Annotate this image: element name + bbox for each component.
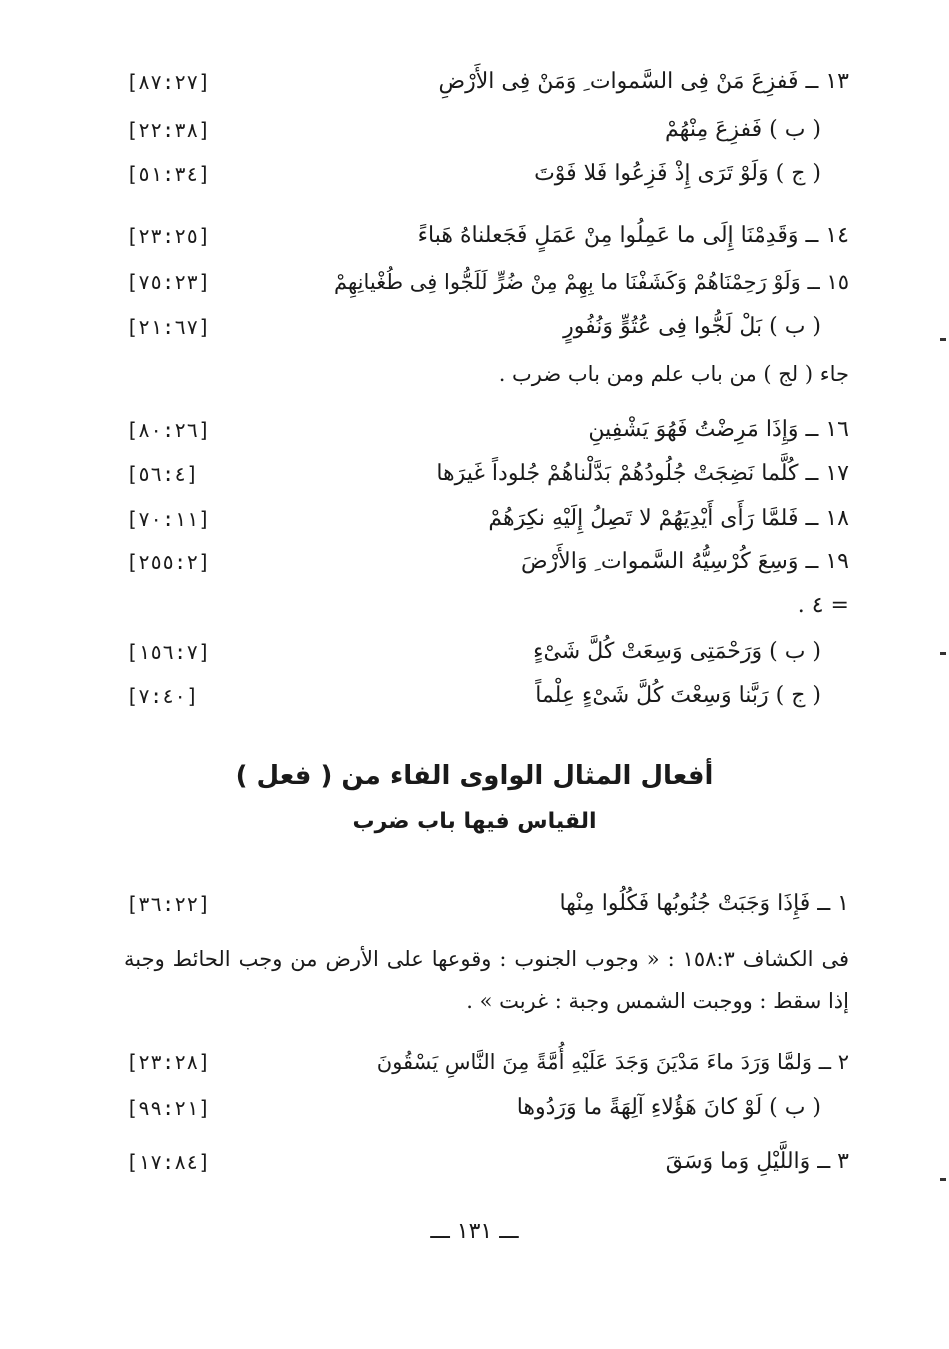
verse-line [0, 630, 949, 674]
verse-text: ( ب ) فَفزِعَ مِنْهُمْ [665, 117, 821, 142]
verse-text: ١٧ ــ كُلَّما نَضِجَتْ جُلُودُهُمْ بَدَّلْناهُمْ جُلوداً غَيرَها [436, 461, 849, 486]
commentary-paragraph: فى الكشاف ١٥٨:٣ : « وجوب الجنوب : وقوعها على الأرض من وجب الحائط وجبة إذا سقط : ووجبت الشمس وجبة : غربت » . [124, 947, 850, 1013]
verse-reference: [٥١:٣٤] [126, 162, 211, 186]
verse-text: ١٤ ــ وَقَدِمْنَا إِلَى ما عَمِلُوا مِنْ عَمَلٍ فَجَعلناهُ هَباءً [417, 223, 849, 248]
verse-reference: [١٥٦:٧] [126, 640, 211, 664]
verse-reference: [٧٠:١١] [126, 507, 211, 531]
verse-line [0, 497, 949, 541]
verse-line [0, 152, 949, 196]
verse-text: ١٥ ــ وَلَوْ رَحِمْنَاهُمْ وَكَشَفْنَا ما بِهِمْ مِنْ ضُرٍّ لَلَجُّوا فِى طُغْيانِهِمْ [334, 270, 849, 294]
verse-line [0, 882, 949, 926]
verse-reference: [٢٣:٢٥] [126, 224, 211, 248]
verse-text: ( ب ) بَلْ لَجُّوا فِى عُتُوٍّ وَنُفُورٍ [563, 314, 821, 339]
verse-line [0, 60, 949, 104]
page-number: ـــ ١٣١ ـــ [430, 1219, 519, 1244]
verse-reference: [٢٥٥:٢] [126, 550, 211, 574]
verse-line [0, 1086, 949, 1130]
section-subheading: القياس فيها باب ضرب [352, 809, 597, 834]
verse-text: ( ج ) وَلَوْ تَرَى إِذْ فَزِعُوا فَلا فَوْتَ [534, 161, 821, 186]
scan-mark [940, 652, 946, 655]
note-text: = ٤ . [797, 593, 849, 618]
verse-line [0, 1040, 949, 1084]
verse-line [0, 452, 949, 496]
verse-reference: [٨٠:٢٦] [126, 418, 211, 442]
verse-reference: [٢٢:٣٨] [126, 118, 211, 142]
verse-text: ٢ ــ وَلمَّا وَرَدَ ماءَ مَدْيَنَ وَجَدَ عَلَيْهِ أُمَّةً مِنَ النَّاسِ يَسْقُونَ [376, 1050, 849, 1074]
verse-line [0, 108, 949, 152]
verse-text: ( ب ) وَرَحْمَتِى وَسِعَتْ كُلَّ شَىْءٍ [533, 639, 821, 664]
verse-reference: [٧٥:٢٣] [126, 270, 211, 294]
verse-reference: [٢٣:٢٨] [126, 1050, 211, 1074]
verse-text: ( ج ) رَبَّنا وَسِعْتَ كُلَّ شَىْءٍ عِلْماً [535, 683, 821, 708]
verse-reference: [٢١:٦٧] [126, 315, 211, 339]
verse-text: ( ب ) لَوْ كانَ هَؤُلاءِ آلِهَةً ما وَرَدُوها [516, 1095, 821, 1120]
scan-mark [940, 338, 946, 341]
verse-text: ٣ ــ وَاللَّيْلِ وَما وَسَقَ [665, 1149, 849, 1174]
verse-line [0, 674, 949, 718]
verse-text: ١٣ ــ فَفزِعَ مَنْ فِى السَّموات ِ وَمَنْ فِى الأَرْضِ [438, 69, 849, 94]
verse-text: ١٨ ــ فَلمَّا رَأَى أَيْدِيَهُمْ لا تَصِلُ إِلَيْهِ نكِرَهُمْ [488, 506, 849, 531]
verse-reference: [٣٦:٢٢] [126, 892, 211, 916]
verse-line [0, 260, 949, 304]
verse-reference: [١٧:٨٤] [126, 1150, 211, 1174]
section-heading: أفعال المثال الواوى الفاء من ( فعل ) [235, 761, 714, 791]
note-text: جاء ( لج ) من باب علم ومن باب ضرب . [498, 362, 849, 386]
verse-line [0, 408, 949, 452]
scan-mark [940, 1178, 946, 1181]
verse-line [0, 1140, 949, 1184]
verse-line [0, 540, 949, 584]
verse-reference: [٨٧:٢٧] [126, 70, 211, 94]
note-line [0, 352, 949, 396]
verse-line [0, 214, 949, 258]
verse-text: ١٦ ــ وَإِذَا مَرِضْتُ فَهُوَ يَشْفِينِ [588, 417, 849, 442]
verse-line [0, 305, 949, 349]
verse-text: ١٩ ــ وَسِعَ كُرْسِيُّهُ السَّموات ِ وَالأَرْضَ [520, 549, 849, 574]
note-line [0, 584, 949, 628]
verse-reference: [٩٩:٢١] [126, 1096, 211, 1120]
verse-reference: [٥٦:٤] [126, 462, 199, 486]
verse-reference: [٧:٤٠] [126, 684, 199, 708]
verse-text: ١ ــ فَإِذَا وَجَبَتْ جُنُوبُها فَكُلُوا مِنْها [559, 891, 849, 916]
